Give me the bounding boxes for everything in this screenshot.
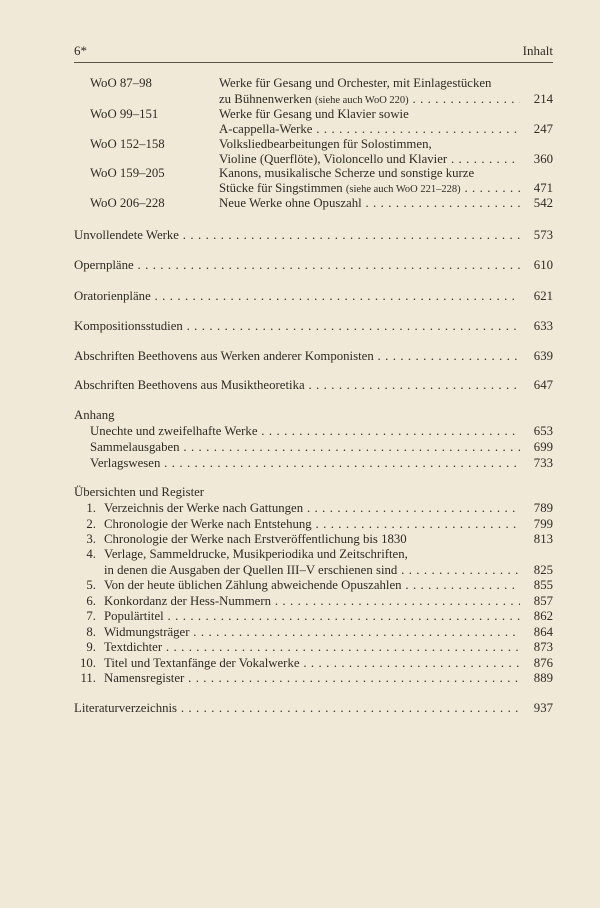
page-ref: 699	[533, 440, 553, 454]
woo-code: WoO 206–228	[90, 196, 165, 210]
toc-entry-anhang-3	[0, 455, 600, 472]
entry-title: Neue Werke ohne Opuszahl . . .	[219, 195, 520, 212]
page-ref: 799	[533, 517, 553, 531]
entry-title: Violine (Querflöte), Violoncello und Klavier . . .	[219, 151, 520, 168]
entry-title: 9. Textdichter . . .	[76, 639, 520, 656]
entry-title: 8. Widmungsträger . . .	[76, 624, 520, 641]
entry-title: Stücke für Singstimmen (siehe auch WoO 221–228) . . .	[219, 180, 520, 198]
section-heading: Übersichten und Register	[74, 485, 205, 499]
toc-heading-anhang	[0, 407, 600, 424]
toc-entry-register-11	[0, 670, 600, 687]
page-ref: 937	[533, 701, 553, 715]
entry-title: Oratorienpläne . . .	[74, 288, 520, 305]
toc-entry-woo-206-228	[0, 195, 600, 212]
page-ref: 889	[533, 671, 553, 685]
page-ref: 789	[533, 501, 553, 515]
entry-title: Abschriften Beethovens aus Musiktheoretika . . .	[74, 377, 520, 394]
page-ref: 876	[533, 656, 553, 670]
toc-entry-oratorienplaene	[0, 288, 600, 305]
page-ref: 733	[533, 456, 553, 470]
page-ref: 633	[533, 319, 553, 333]
entry-title: Kanons, musikalische Scherze und sonstige kurze	[219, 166, 475, 180]
toc-entry-register-4	[0, 546, 600, 563]
page-ref: 855	[533, 578, 553, 592]
entry-title: 5. Von der heute üblichen Zählung abweichende Opuszahlen . . .	[76, 577, 520, 594]
entry-title: 3. Chronologie der Werke nach Erstveröffentlichung bis 1830	[86, 532, 407, 546]
page-ref: 857	[533, 594, 553, 608]
entry-title: Unvollendete Werke . . .	[74, 227, 520, 244]
toc-entry-literaturverzeichnis	[0, 700, 600, 717]
page-ref: 214	[533, 92, 553, 106]
page-ref: 862	[533, 609, 553, 623]
entry-title: Kompositionsstudien . . .	[74, 318, 520, 335]
section-heading: Anhang	[74, 408, 115, 422]
toc-entry-kompositionsstudien	[0, 318, 600, 335]
toc-entry-anhang-1	[0, 423, 600, 440]
entry-title: 6. Konkordanz der Hess-Nummern . . .	[76, 593, 520, 610]
page-ref: 647	[533, 378, 553, 392]
toc-entry-abschriften-komponisten	[0, 348, 600, 365]
page-ref: 573	[533, 228, 553, 242]
header-rule	[74, 62, 553, 63]
entry-title: A-cappella-Werke . . .	[219, 121, 520, 138]
page-ref: 813	[533, 532, 553, 546]
page-ref: 653	[533, 424, 553, 438]
woo-code: WoO 152–158	[90, 137, 165, 151]
page-number: 6*	[74, 43, 87, 58]
page-ref: 873	[533, 640, 553, 654]
toc-entry-opernplaene	[0, 257, 600, 274]
entry-title: Literaturverzeichnis . . .	[74, 700, 520, 717]
running-title: Inhalt	[522, 43, 553, 58]
entry-title: zu Bühnenwerken (siehe auch WoO 220) . . .	[219, 91, 520, 109]
entry-title: 2. Chronologie der Werke nach Entstehung . . .	[76, 516, 520, 533]
woo-code: WoO 99–151	[90, 107, 159, 121]
entry-title: in denen die Ausgaben der Quellen III–V erschienen sind . . .	[104, 562, 520, 579]
toc-entry-unvollendete-werke	[0, 227, 600, 244]
toc-entry-register-7	[0, 608, 600, 625]
page-ref: 825	[533, 563, 553, 577]
entry-title: 1. Verzeichnis der Werke nach Gattungen . . .	[76, 500, 520, 517]
page-ref: 610	[533, 258, 553, 272]
toc-heading-register	[0, 484, 600, 501]
entry-title: 7. Populärtitel . . .	[76, 608, 520, 625]
woo-code: WoO 159–205	[90, 166, 165, 180]
entry-title: Sammelausgaben . . .	[90, 439, 520, 456]
entry-title: Unechte und zweifelhafte Werke . . .	[90, 423, 520, 440]
toc-entry-register-5	[0, 577, 600, 594]
toc-entry-woo-87-98	[0, 75, 600, 92]
page-ref: 621	[533, 289, 553, 303]
page-ref: 639	[533, 349, 553, 363]
entry-title: Abschriften Beethovens aus Werken anderer Komponisten . . .	[74, 348, 520, 365]
page-ref: 247	[533, 122, 553, 136]
entry-title: Werke für Gesang und Klavier sowie	[219, 107, 409, 121]
page-ref: 864	[533, 625, 553, 639]
entry-title: Volksliedbearbeitungen für Solostimmen,	[219, 137, 432, 151]
entry-title: Opernpläne . . .	[74, 257, 520, 274]
toc-entry-register-1	[0, 500, 600, 517]
toc-entry-abschriften-musiktheoretika	[0, 377, 600, 394]
entry-title: 10. Titel und Textanfänge der Vokalwerke . . .	[76, 655, 520, 672]
page-ref: 360	[533, 152, 553, 166]
entry-title: Werke für Gesang und Orchester, mit Einlagestücken	[219, 76, 492, 90]
woo-code: WoO 87–98	[90, 76, 152, 90]
entry-title: Verlagswesen . . .	[90, 455, 520, 472]
page-ref: 542	[533, 196, 553, 210]
entry-title: 11. Namensregister . . .	[76, 670, 520, 687]
page-ref: 471	[533, 181, 553, 195]
toc-entry-register-9	[0, 639, 600, 656]
toc-entry-anhang-2	[0, 439, 600, 456]
entry-title: 4. Verlage, Sammeldrucke, Musikperiodika und Zeitschriften,	[86, 547, 408, 561]
